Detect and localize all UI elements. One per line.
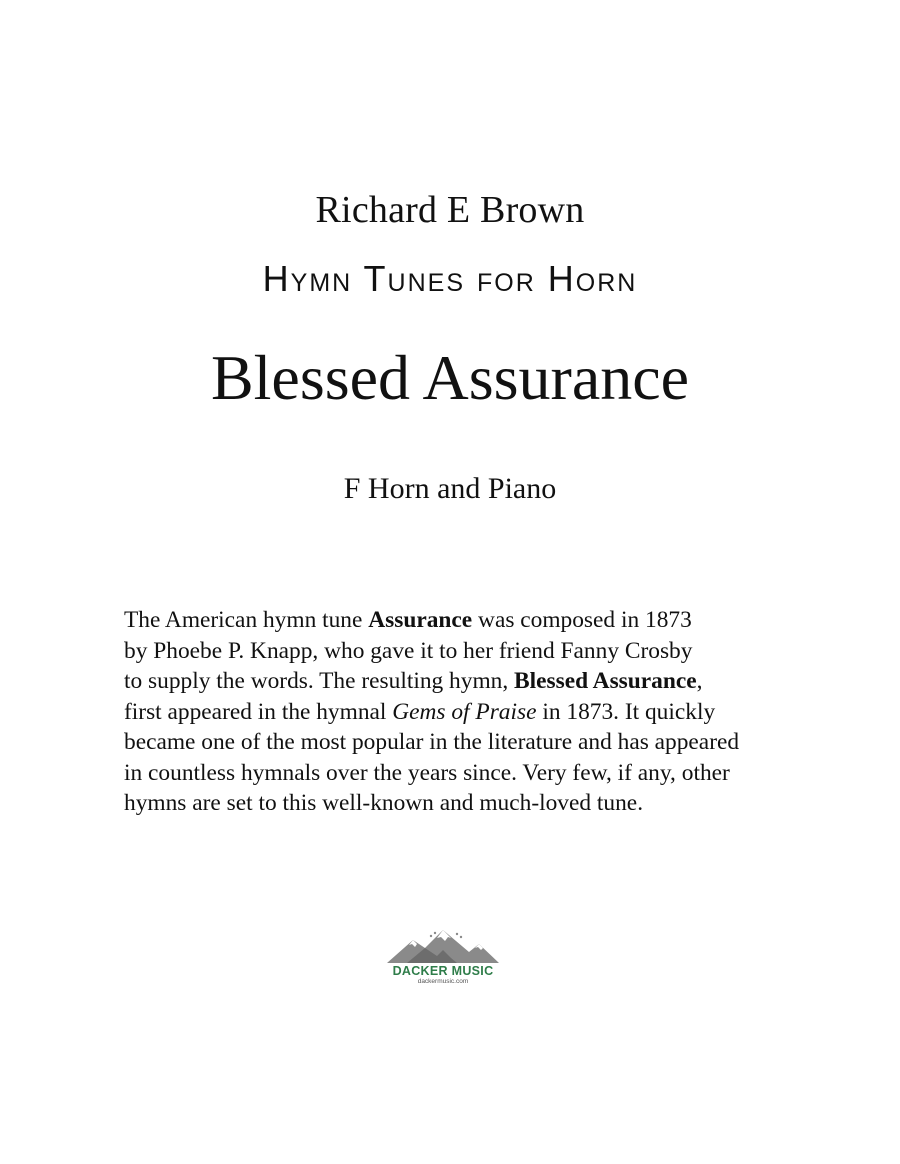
description-text: was composed in 1873 — [472, 607, 692, 633]
description-paragraph — [124, 605, 844, 819]
description-line: in countless hymnals over the years since. Very few, if any, other — [124, 759, 730, 786]
composer-name: Richard E Brown — [315, 189, 585, 231]
description-text: The American hymn tune — [124, 607, 369, 633]
hymn-name: Blessed Assurance — [514, 668, 697, 694]
description-line — [124, 666, 844, 697]
description-line — [124, 605, 844, 636]
instrumentation: F Horn and Piano — [343, 472, 557, 505]
description-text: first appeared in the hymnal — [124, 698, 393, 725]
description-text: , — [696, 668, 703, 694]
description-line — [124, 697, 844, 728]
description-line: by Phoebe P. Knapp, who gave it to her friend Fanny Crosby — [124, 637, 693, 664]
description-line: became one of the most popular in the literature and has appeared — [124, 729, 740, 755]
publisher-logo — [380, 928, 506, 996]
hymnal-name: Gems of Praise — [392, 698, 537, 725]
description-text: to supply the words. The resulting hymn, — [124, 668, 515, 694]
mountain-logo-icon — [385, 928, 501, 964]
publisher-url: dackermusic.com — [417, 978, 469, 985]
publisher-name: DACKER MUSIC — [392, 964, 494, 978]
description-text: in 1873. It quickly — [536, 698, 716, 725]
piece-title: Blessed Assurance — [210, 342, 690, 413]
tune-name: Assurance — [368, 607, 473, 633]
series-title: Hymn Tunes for Horn — [262, 258, 638, 299]
description-line: hymns are set to this well-known and much-loved tune. — [124, 790, 644, 816]
